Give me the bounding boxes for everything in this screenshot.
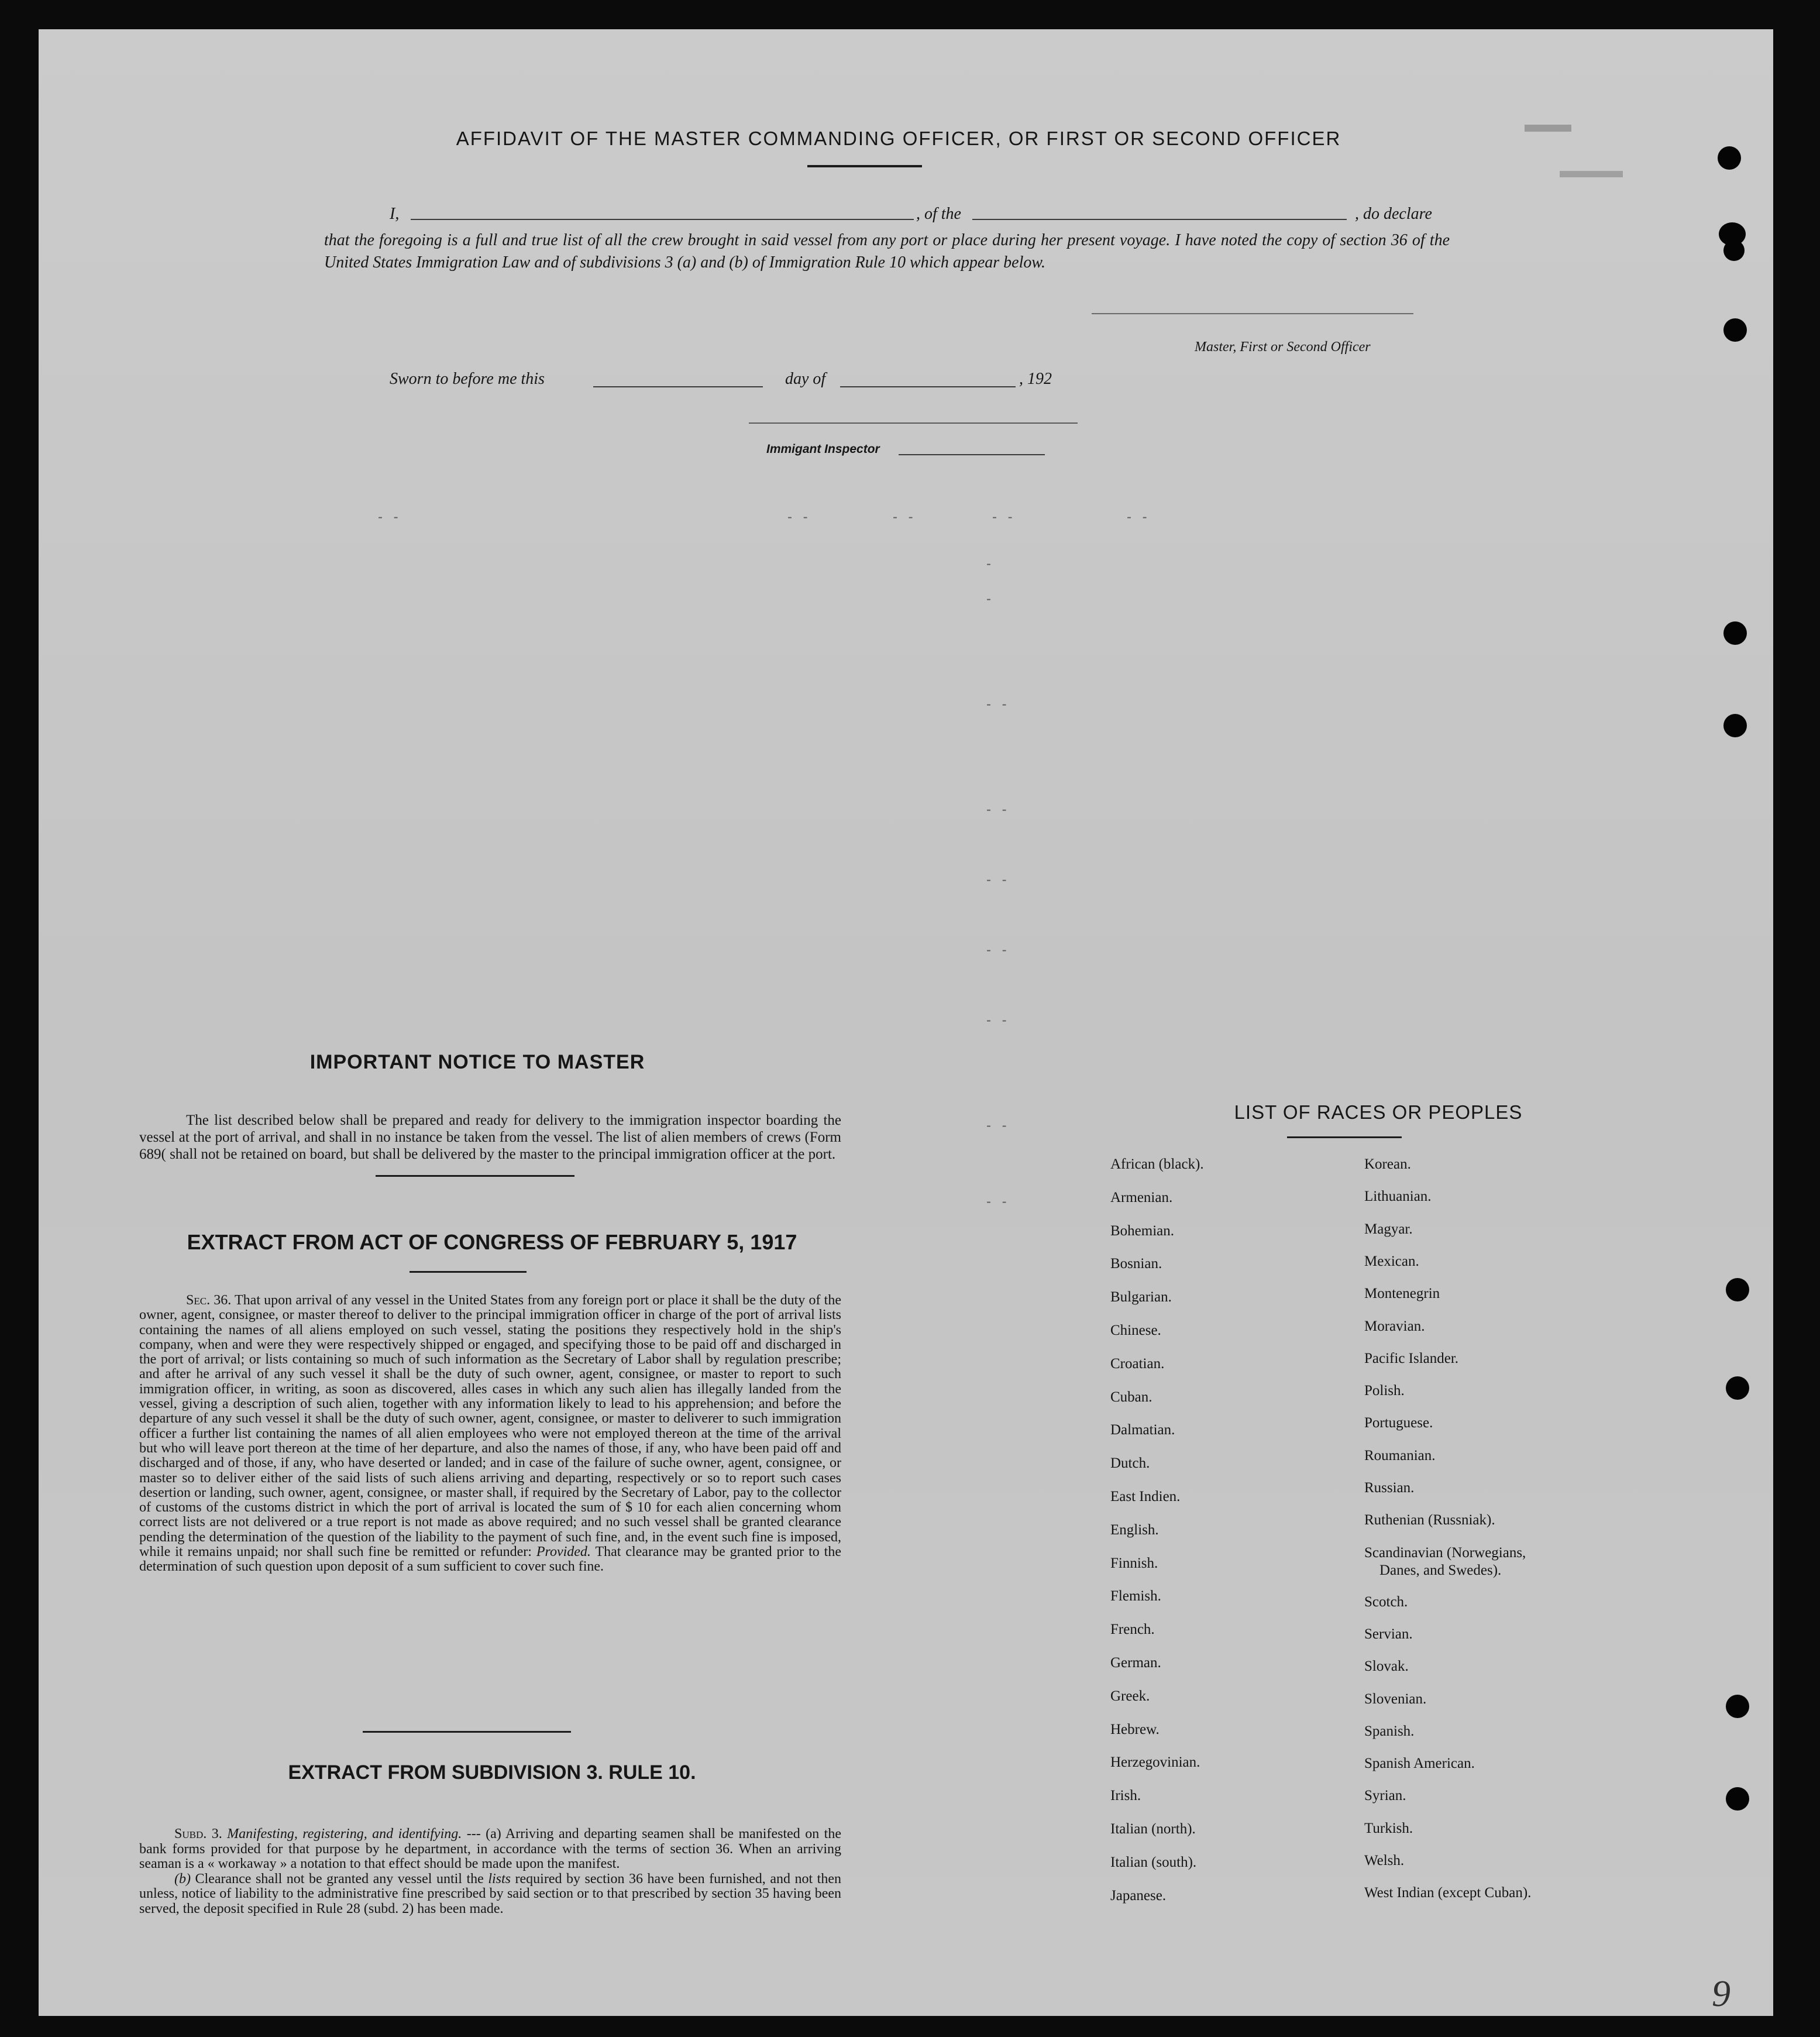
column-dash: - - bbox=[986, 1012, 1010, 1028]
race-item: Cuban. bbox=[1110, 1389, 1152, 1405]
affidavit-of-the-label: , of the bbox=[916, 205, 961, 223]
section-divider bbox=[363, 1731, 571, 1733]
subd-part-a: --- (a) Arriving and departing seamen shall be manifested on the bank forms provided for that purpose by he department, in accordance with the terms of section 36. When an arriving seaman is a « workaway » a notation to that effect should be made upon the manifest. bbox=[139, 1826, 841, 1871]
race-item: Greek. bbox=[1110, 1688, 1150, 1704]
sworn-prefix: Sworn to before me this bbox=[390, 370, 545, 388]
binder-hole bbox=[1726, 1787, 1749, 1811]
race-item: Bohemian. bbox=[1110, 1222, 1175, 1239]
race-item: Slovenian. bbox=[1364, 1691, 1427, 1707]
race-item: German. bbox=[1110, 1655, 1161, 1671]
column-dash: - - bbox=[787, 509, 811, 525]
subd-label: Subd. 3. bbox=[174, 1826, 222, 1842]
race-item: Moravian. bbox=[1364, 1318, 1425, 1334]
inspector-caption: Immigant Inspector bbox=[766, 442, 880, 456]
race-item: Mexican. bbox=[1364, 1253, 1419, 1269]
bleed-through-mark: ▬▬ bbox=[1525, 111, 1571, 137]
race-item: French. bbox=[1110, 1622, 1155, 1638]
column-dash: - - bbox=[986, 1118, 1010, 1133]
notice-text: The list described below shall be prepared and ready for delivery to the immigration inspector boarding the vessel at the port of arrival, and shall in no instance be taken from the vessel. The list of alien members of crews (Form 689( shall not be retained on board, but shall be delivered by the master to the principal immigration officer at the port. bbox=[139, 1112, 841, 1162]
sec-36-text: That upon arrival of any vessel in the United States from any foreign port or place it shall be the duty of the owner, agent, consignee, or master thereof to deliver to the principal immigration officer in charge of the port of arrival lists containing the names of all aliens employed on such vessel, stating the positions they respectively hold in the ship's company, when and were they were respectively shipped or engaged, and specifying those to be paid off and discharged in the port of arrival; or lists containing so much of such information as the Secretary of Labor shall by regulation prescribe; and after he arrival of any such vessel it shall be the duty of such owner, agent, consignee, or master to report to such immigration officer, in writing, as soon as discovered, alles cases in which any such alien has illegally landed from the vessel, giving a description of such alien, together with any information likely to lead to his apprehension; and before the departure of any such vessel it shall be the duty of such owner, agent, consignee, or master to deliverer to such immigration officer a further list containing the names of all alien employees who were not employed thereon at the time of the arrival but who will leave port thereon at the time of her departure, and also the names of those, if any, who have been paid off and discharged and of those, if any, who have deserted or landed; and in case of the failure of suche owner, agent, consignee, or master so to deliver either of the said lists of such aliens arriving and departing, respectively or so to report such cases desertion or landing, such owner, agent, consignee, or master shall, if required by the Secretary of Labor, pay to the collector of customs of the customs district in which the port of arrival is located the sum of $ 10 for each alien concerning whom correct lists are not delivered or a true report is not made as above required; and no such vessel shall be granted clearance pending the determination of the question of the liability to the payment of such fine, and, in the event such fine is imposed, while it remains unpaid; nor shall such fine be remitted or refunder: bbox=[139, 1293, 841, 1560]
affidavit-text: that the foregoing is a full and true list of all the crew brought in said vessel from any port or place during her present voyage. I have noted the copy of section 36 of the United States Immigration Law and of subdivisions 3 (a) and (b) of Immigration Rule 10 which appear below. bbox=[324, 231, 1450, 272]
binder-hole bbox=[1723, 714, 1747, 737]
notice-title: IMPORTANT NOTICE TO MASTER bbox=[309, 1051, 645, 1073]
subd-heading: Manifesting, registering, and identifying. bbox=[227, 1826, 462, 1842]
race-item: Danes, and Swedes). bbox=[1379, 1562, 1502, 1578]
races-title: LIST OF RACES OR PEOPLES bbox=[1234, 1101, 1523, 1123]
provided-label: Provided. bbox=[536, 1544, 591, 1560]
race-item: Pacific Islander. bbox=[1364, 1350, 1459, 1366]
race-item: Montenegrin bbox=[1364, 1286, 1440, 1302]
race-item: Spanish. bbox=[1364, 1723, 1415, 1739]
race-item: Lithuanian. bbox=[1364, 1188, 1432, 1205]
sworn-day-blank bbox=[593, 386, 763, 387]
signature-line bbox=[1092, 313, 1413, 314]
extract-act-title: EXTRACT FROM ACT OF CONGRESS OF FEBRUARY 5, 1917 bbox=[187, 1230, 797, 1254]
race-item: Italian (north). bbox=[1110, 1821, 1196, 1837]
inspector-name-blank bbox=[899, 454, 1045, 455]
race-item: Japanese. bbox=[1110, 1887, 1167, 1904]
race-item: Bulgarian. bbox=[1110, 1289, 1172, 1306]
races-title-underline bbox=[1287, 1136, 1402, 1138]
race-item: Scotch. bbox=[1364, 1593, 1408, 1610]
sworn-year-label: , 192 bbox=[1019, 370, 1052, 388]
race-item: Polish. bbox=[1364, 1383, 1405, 1399]
sec-36-text-end: That clearance may be granted prior to the determination of such question upon deposit of a sum sufficient to cover such fine. bbox=[139, 1544, 842, 1575]
race-item: Welsh. bbox=[1364, 1853, 1405, 1868]
race-item: Flemish. bbox=[1110, 1588, 1161, 1605]
race-item: Syrian. bbox=[1364, 1788, 1406, 1804]
race-item: Portuguese. bbox=[1364, 1415, 1433, 1431]
race-item: Herzegovinian. bbox=[1110, 1754, 1200, 1771]
binder-hole bbox=[1726, 1278, 1749, 1301]
extract-rule-body bbox=[139, 1827, 841, 1916]
race-item: Korean. bbox=[1364, 1156, 1411, 1172]
section-divider bbox=[376, 1175, 574, 1177]
race-item: Slovak. bbox=[1364, 1658, 1409, 1675]
race-item: Italian (south). bbox=[1110, 1854, 1197, 1870]
race-item: Hebrew. bbox=[1110, 1721, 1160, 1737]
race-item: Ruthenian (Russniak). bbox=[1364, 1512, 1495, 1528]
affidavit-declare-label: , do declare bbox=[1355, 205, 1432, 223]
column-dash: - - bbox=[986, 802, 1010, 817]
race-item: Magyar. bbox=[1364, 1221, 1413, 1237]
subd-part-b-2: required by section 36 have been furnished, and not then unless, notice of liability to the administrative fine prescribed by said section or to that prescribed by section 35 having been served, the deposit specified in Rule 28 (subd. 2) has been made. bbox=[139, 1871, 841, 1916]
race-item: Irish. bbox=[1110, 1788, 1141, 1804]
race-item: Russian. bbox=[1364, 1480, 1415, 1496]
binder-hole bbox=[1726, 1695, 1749, 1718]
race-item: Spanish American. bbox=[1364, 1756, 1475, 1772]
race-item: Bosnian. bbox=[1110, 1256, 1162, 1272]
column-dash: - - bbox=[378, 509, 402, 525]
column-dash: - - bbox=[992, 509, 1016, 525]
subd-part-b-label: (b) bbox=[174, 1871, 191, 1887]
extract-act-body bbox=[139, 1293, 841, 1575]
column-dash: - - bbox=[986, 872, 1010, 888]
binder-hole bbox=[1723, 240, 1745, 261]
binder-hole bbox=[1726, 1376, 1749, 1400]
race-item: Roumanian. bbox=[1364, 1447, 1436, 1464]
race-item: English. bbox=[1110, 1521, 1159, 1538]
race-item: Croatian. bbox=[1110, 1355, 1165, 1372]
race-item: Finnish. bbox=[1110, 1555, 1158, 1571]
affidavit-title: AFFIDAVIT OF THE MASTER COMMANDING OFFICER, OR FIRST OR SECOND OFFICER bbox=[456, 128, 1341, 149]
column-dash: - - bbox=[1127, 509, 1151, 525]
race-item: Turkish. bbox=[1364, 1820, 1413, 1836]
binder-hole bbox=[1718, 146, 1741, 170]
vessel-blank-line bbox=[972, 219, 1347, 220]
extract-rule-title: EXTRACT FROM SUBDIVISION 3. RULE 10. bbox=[288, 1761, 696, 1784]
binder-hole bbox=[1723, 621, 1747, 645]
race-item: Servian. bbox=[1364, 1626, 1413, 1642]
signature-caption: Master, First or Second Officer bbox=[1195, 339, 1371, 355]
race-item: Dutch. bbox=[1110, 1455, 1150, 1472]
race-item: Scandinavian (Norwegians, bbox=[1364, 1544, 1526, 1561]
race-item: African (black). bbox=[1110, 1156, 1204, 1172]
name-blank-line bbox=[411, 219, 914, 220]
manifest-page bbox=[39, 29, 1773, 2016]
column-dash: - - bbox=[986, 696, 1010, 712]
handwritten-page-mark: 9 bbox=[1712, 1973, 1730, 2014]
column-dash: - bbox=[986, 591, 995, 607]
subd-part-b-lists: lists bbox=[488, 1871, 511, 1887]
title-underline bbox=[807, 165, 922, 167]
column-dash: - - bbox=[986, 1194, 1010, 1210]
subd-part-b-1: Clearance shall not be granted any vessel until the bbox=[195, 1871, 484, 1887]
race-item: Dalmatian. bbox=[1110, 1422, 1175, 1438]
binder-hole bbox=[1723, 318, 1747, 342]
race-item: West Indian (except Cuban). bbox=[1364, 1885, 1532, 1901]
sworn-day-of-label: day of bbox=[785, 370, 826, 388]
inspector-signature-line bbox=[749, 422, 1078, 424]
sworn-month-blank bbox=[840, 386, 1016, 387]
bleed-through-mark: ▬▬▬ bbox=[1560, 158, 1623, 182]
race-item: East Indien. bbox=[1110, 1489, 1181, 1504]
race-item: Armenian. bbox=[1110, 1189, 1173, 1205]
column-dash: - - bbox=[986, 942, 1010, 958]
race-item: Chinese. bbox=[1110, 1322, 1161, 1338]
column-dash: - bbox=[986, 556, 995, 572]
section-divider bbox=[410, 1271, 527, 1273]
affidavit-i-label: I, bbox=[390, 205, 400, 223]
sec-36-label: Sec. 36. bbox=[186, 1293, 232, 1308]
column-dash: - - bbox=[893, 509, 917, 525]
